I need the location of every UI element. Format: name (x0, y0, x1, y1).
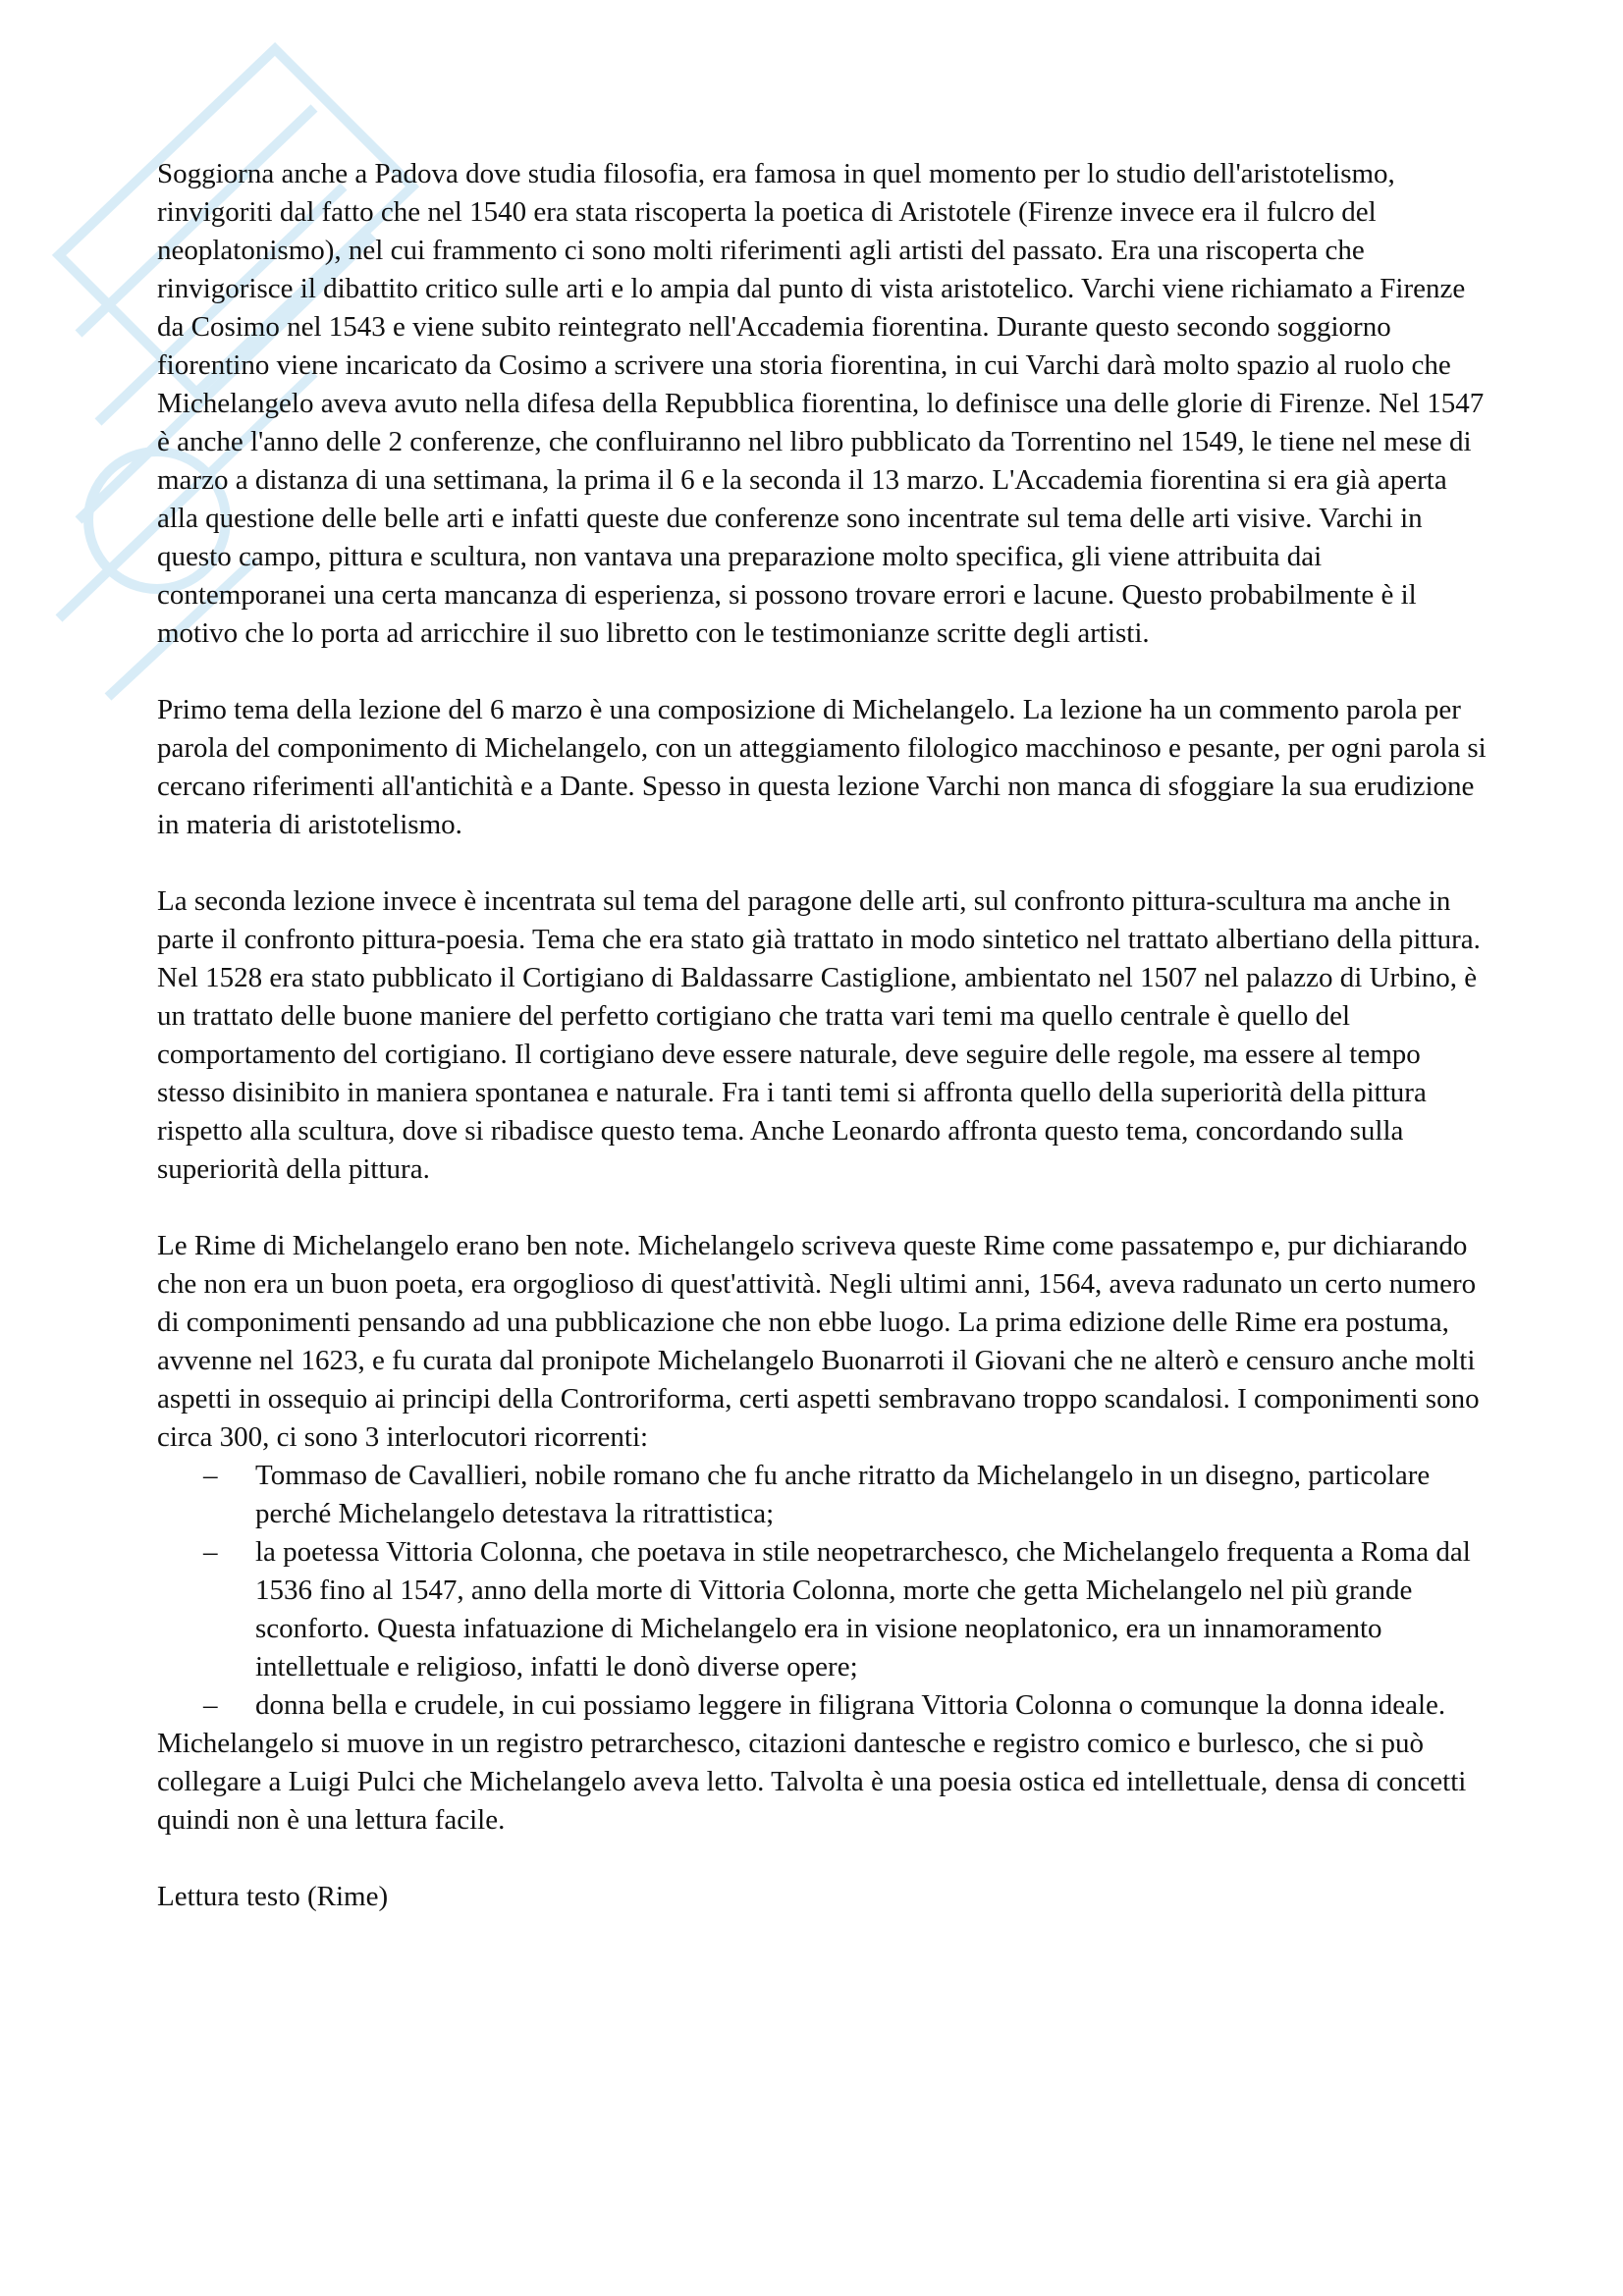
list-item-text: donna bella e crudele, in cui possiamo leggere in filigrana Vittoria Colonna o comunque la donna ideale. (255, 1689, 1446, 1721)
bullet-dash: – (203, 1460, 218, 1491)
interlocutori-list (157, 1457, 1492, 1725)
paragraph-seconda-lezione: La seconda lezione invece è incentrata sul tema del paragone delle arti, sul confronto pittura-scultura ma anche in parte il confronto pittura-poesia. Tema che era stato già trattato in modo sintetico nel trattato albertiano della pittura. Nel 1528 era stato pubblicato il Cortigiano di Baldassarre Castiglione, ambientato nel 1507 nel palazzo di Urbino, è un trattato delle buone maniere del perfetto cortigiano che tratta vari temi ma quello centrale è quello del comportamento del cortigiano. Il cortigiano deve essere naturale, deve seguire delle regole, ma essere al tempo stesso disinibito in maniera spontanea e naturale. Fra i tanti temi si affronta quello della superiorità della pittura rispetto alla scultura, dove si ribadisce questo tema. Anche Leonardo affronta questo tema, concordando sulla superiorità della pittura. (157, 885, 1481, 1185)
list-item-text: Tommaso de Cavallieri, nobile romano che fu anche ritratto da Michelangelo in un disegno, particolare perché Michelangelo detestava la ritrattistica; (255, 1460, 1431, 1529)
paragraph-lezione-6-marzo: Primo tema della lezione del 6 marzo è una composizione di Michelangelo. La lezione ha un commento parola per parola del componimento di Michelangelo, con un atteggiamento filologico macchinoso e pesante, per ogni parola si cercano riferimenti all'antichità e a Dante. Spesso in questa lezione Varchi non manca di sfoggiare la sua erudizione in materia di aristotelismo. (157, 694, 1487, 840)
bullet-dash: – (203, 1536, 218, 1568)
paragraph-registro-petrarchesco: Michelangelo si muove in un registro petrarchesco, citazioni dantesche e registro comico e burlesco, che si può collegare a Luigi Pulci che Michelangelo aveva letto. Talvolta è una poesia ostica ed intellettuale, densa di concetti quindi non è una lettura facile. (157, 1728, 1467, 1836)
list-item (157, 1457, 1492, 1533)
paragraph-rime-michelangelo: Le Rime di Michelangelo erano ben note. Michelangelo scriveva queste Rime come passatempo e, pur dichiarando che non era un buon poeta, era orgoglioso di quest'attività. Negli ultimi anni, 1564, aveva radunato un certo numero di componimenti pensando ad una pubblicazione che non ebbe luogo. La prima edizione delle Rime era postuma, avvenne nel 1623, e fu curata dal pronipote Michelangelo Buonarroti il Giovani che ne alterò e censuro anche molti aspetti in ossequio ai principi della Controriforma, certi aspetti sembravano troppo scandalosi. I componimenti sono circa 300, ci sono 3 interlocutori ricorrenti: (157, 1230, 1480, 1453)
paragraph-varchi-padova: Soggiorna anche a Padova dove studia filosofia, era famosa in quel momento per lo studio dell'aristotelismo, rinvigoriti dal fatto che nel 1540 era stata riscoperta la poetica di Aristotele (Firenze invece era il fulcro del neoplatonismo), nel cui frammento ci sono molti riferimenti agli artisti del passato. Era una riscoperta che rinvigorisce il dibattito critico sulle arti e lo ampia dal punto di vista aristotelico. Varchi viene richiamato a Firenze da Cosimo nel 1543 e viene subito reintegrato nell'Accademia fiorentina. Durante questo secondo soggiorno fiorentino viene incaricato da Cosimo a scrivere una storia fiorentina, in cui Varchi darà molto spazio al ruolo che Michelangelo aveva avuto nella difesa della Repubblica fiorentina, lo definisce una delle glorie di Firenze. Nel 1547 è anche l'anno delle 2 conferenze, che confluiranno nel libro pubblicato da Torrentino nel 1549, le tiene nel mese di marzo a distanza di una settimana, la prima il 6 e la seconda il 13 marzo. L'Accademia fiorentina si era già aperta alla questione delle belle arti e infatti queste due conferenze sono incentrate sul tema delle arti visive. Varchi in questo campo, pittura e scultura, non vantava una preparazione molto specifica, gli viene attribuita dai contemporanei una certa mancanza di esperienza, si possono trovare errori e lacune. Questo probabilmente è il motivo che lo porta ad arricchire il suo libretto con le testimonianze scritte degli artisti. (157, 158, 1485, 649)
list-item-text: la poetessa Vittoria Colonna, che poetava in stile neopetrarchesco, che Michelangelo frequenta a Roma dal 1536 fino al 1547, anno della morte di Vittoria Colonna, morte che getta Michelangelo nel più grande sconforto. Questa infatuazione di Michelangelo era in visione neoplatonico, era un innamoramento intellettuale e religioso, infatti le donò diverse opere; (255, 1536, 1471, 1682)
list-item (157, 1533, 1492, 1686)
list-item (157, 1686, 1492, 1725)
bullet-dash: – (203, 1689, 218, 1721)
document-body (157, 155, 1492, 1954)
paragraph-lettura-testo: Lettura testo (Rime) (157, 1881, 389, 1912)
